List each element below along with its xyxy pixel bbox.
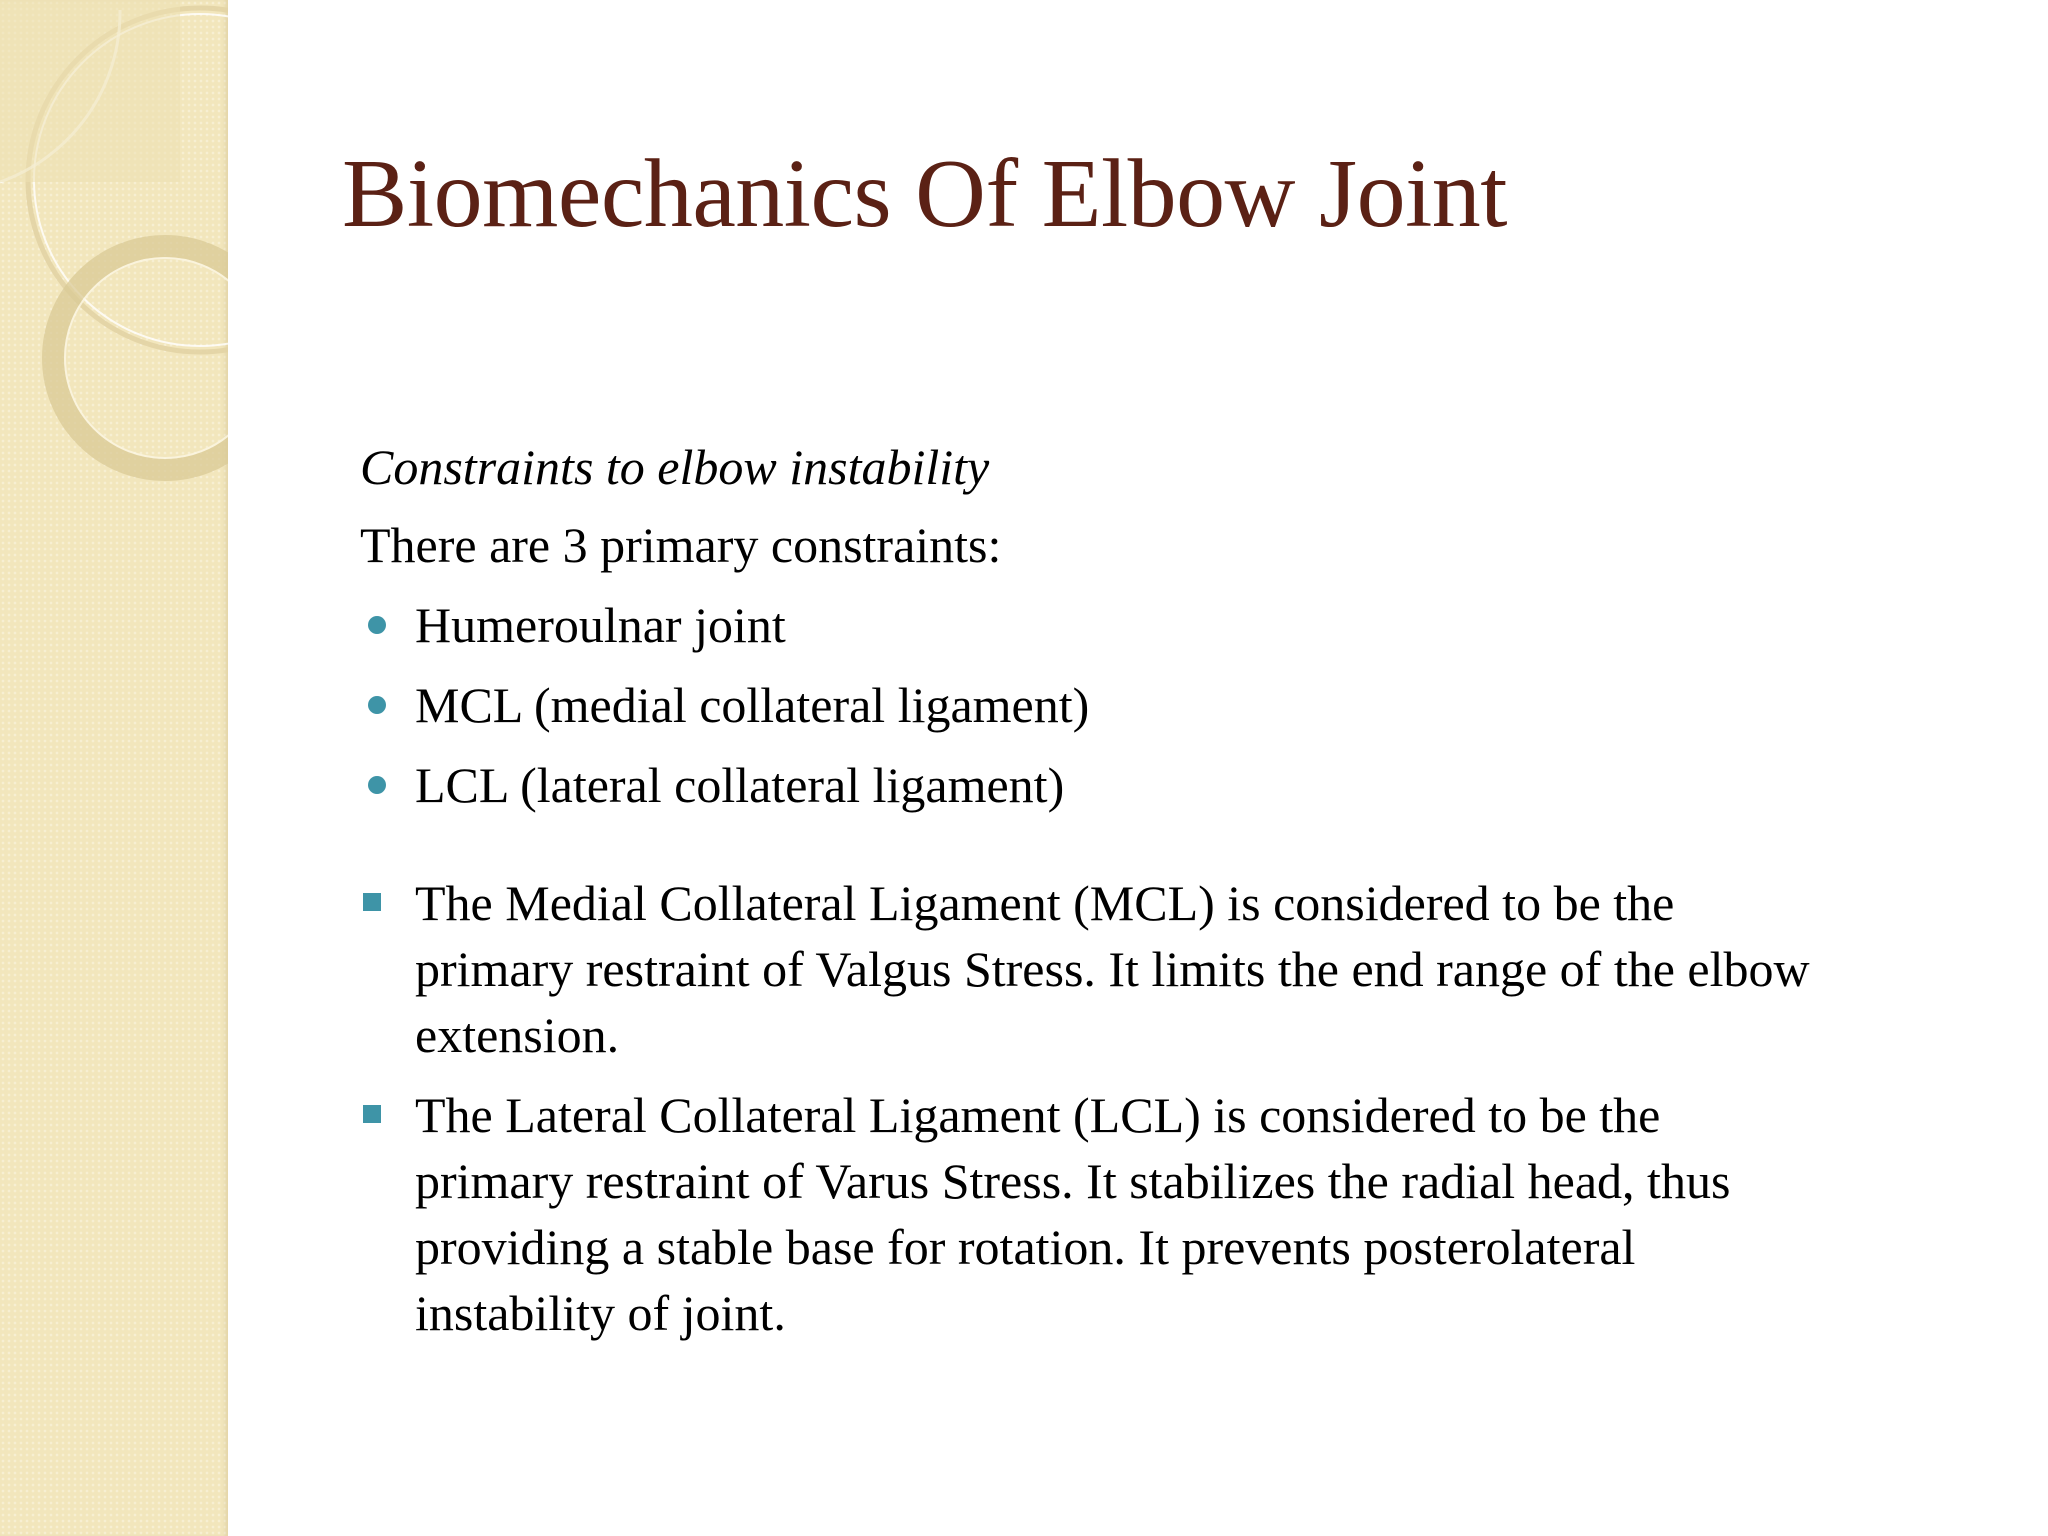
paragraph-line: primary restraint of Varus Stress. It stabilizes the radial head, thus bbox=[415, 1153, 1731, 1209]
list-item-text: Humeroulnar joint bbox=[415, 597, 786, 653]
list-item bbox=[360, 870, 2000, 1068]
list-item bbox=[360, 592, 2000, 658]
square-bullet-icon bbox=[363, 893, 381, 911]
square-bullet-icon bbox=[363, 1105, 381, 1123]
paragraph-line: extension. bbox=[415, 1007, 620, 1063]
decorative-rings bbox=[0, 0, 228, 520]
paragraph-line: providing a stable base for rotation. It prevents posterolateral bbox=[415, 1219, 1636, 1275]
section-subtitle: Constraints to elbow instability bbox=[360, 439, 990, 495]
list-item bbox=[360, 672, 2000, 738]
intro-text: There are 3 primary constraints: bbox=[360, 517, 1002, 573]
paragraph-line: instability of joint. bbox=[415, 1285, 786, 1341]
round-bullet-icon bbox=[368, 776, 386, 794]
round-bullet-icon bbox=[368, 616, 386, 634]
list-item-text: LCL (lateral collateral ligament) bbox=[415, 757, 1065, 813]
list-item bbox=[360, 1082, 2000, 1346]
slide-title: Biomechanics Of Elbow Joint bbox=[342, 140, 1508, 248]
slide-content bbox=[360, 434, 2000, 1360]
paragraph-line: The Lateral Collateral Ligament (LCL) is considered to be the bbox=[415, 1087, 1661, 1143]
constraints-list bbox=[360, 592, 2000, 818]
list-item-text: MCL (medial collateral ligament) bbox=[415, 677, 1090, 733]
list-item bbox=[360, 752, 2000, 818]
round-bullet-icon bbox=[368, 696, 386, 714]
paragraph-line: The Medial Collateral Ligament (MCL) is considered to be the bbox=[415, 875, 1675, 931]
details-list bbox=[360, 870, 2000, 1346]
paragraph-line: primary restraint of Valgus Stress. It limits the end range of the elbow bbox=[415, 941, 1810, 997]
